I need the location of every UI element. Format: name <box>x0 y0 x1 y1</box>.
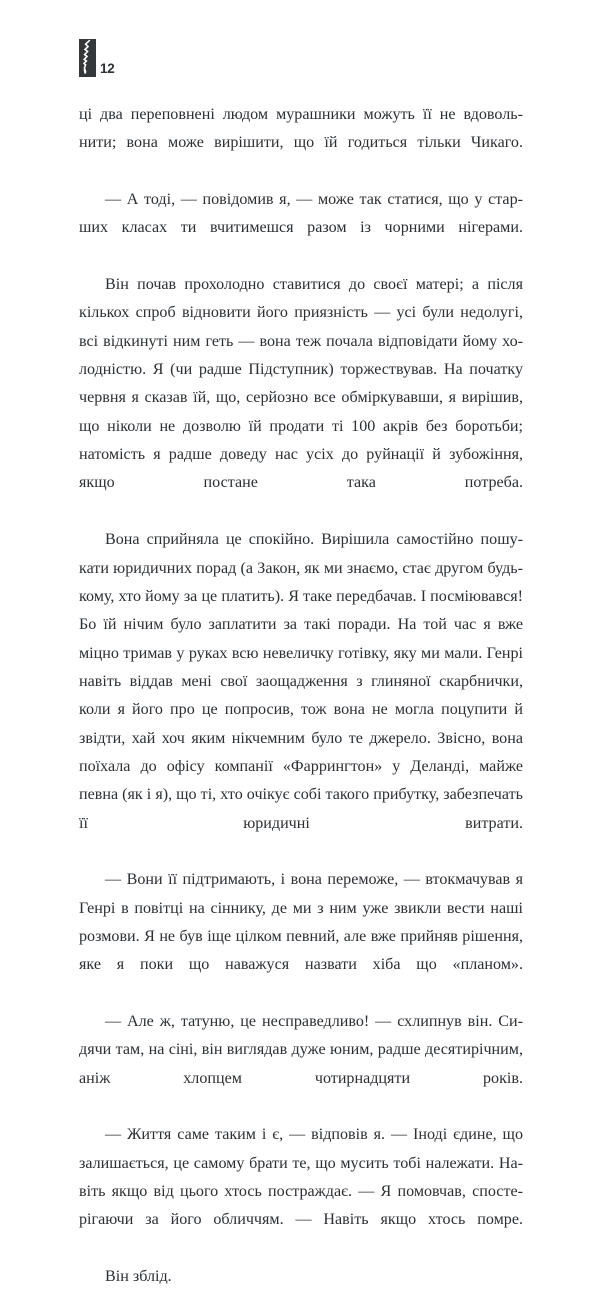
paragraph: — Життя саме таким і є, — відповів я. — Іноді єдине, що залишається, це самому брати те, що мусить тобі належати. Навіть якщо від цього хтось постраждає. — Я помовчав, спостерігаючи за його обличчям. — Навіть якщо хтось помре. <box>79 1126 523 1229</box>
paragraph: Він почав прохолодно ставитися до своєї матері; а після кількох спроб відновити його приязність — усі були недолугі, всі відкинуті ним геть — вона теж почала відповідати йому холодністю. Я (чи радше Підступник) торжествував. На початку червня я сказав їй, що, серйозно все обміркувавши, я вирішив, що ніколи не дозволю їй продати ті 100 акрів без боротьби; натомість я радше доведу нас усіх до руйнації й зубожіння, якщо постане така потреба. <box>79 276 523 492</box>
paragraph: Вона сприйняла це спокійно. Вирішила самостійно пошукати юридичних порад (а Закон, як ми знаємо, стає другом будь-кому, хто йому за це платить). Я таке передбачав. І посміювався! Бо їй нічим було заплатити за такі поради. На той час я вже міцно тримав у руках всю невеличку готівку, яку ми мали. Генрі навіть віддав мені свої заощадження з глиняної скарбнички, коли я його про це попросив, тож вона не могла поцупити й звідти, хай хоч яким нікчемним було те джерело. Звісно, вона поїхала до офісу компанії «Фаррингтон» у Деланді, майже певна (як і я), що ті, хто очікує собі такого прибутку, забезпечать її юридичні витрати. <box>79 531 523 832</box>
running-head <box>79 37 115 77</box>
page-number: 12 <box>100 60 115 76</box>
paragraph: — Але ж, татуню, це несправедливо! — схлипнув він. Сидячи там, на сіні, він виглядав дуже юним, радше десятирічним, аніж хлопцем чотирнадцяти років. <box>79 1013 523 1087</box>
lightning-bolt-ornament <box>79 39 96 77</box>
paragraph: — А тоді, — повідомив я, — може так статися, що у старших класах ти вчитимешся разом із чорними нігерами. <box>79 191 523 237</box>
paragraph: ці два переповнені людом мурашники можуть її не вдовольнити; вона може вирішити, що їй годиться тільки Чикаго. <box>79 106 523 152</box>
paragraph: — Вони її підтримають, і вона переможе, — втокмачував я Генрі в повітці на сіннику, де ми з ним уже звикли вести наші розмови. Я не був іще цілком певний, але вже прийняв рішення, яке я поки що наважуся назвати хіба що «планом». <box>79 871 523 974</box>
paragraph: Він зблід. <box>105 1268 172 1286</box>
body-text-block <box>79 101 523 1291</box>
